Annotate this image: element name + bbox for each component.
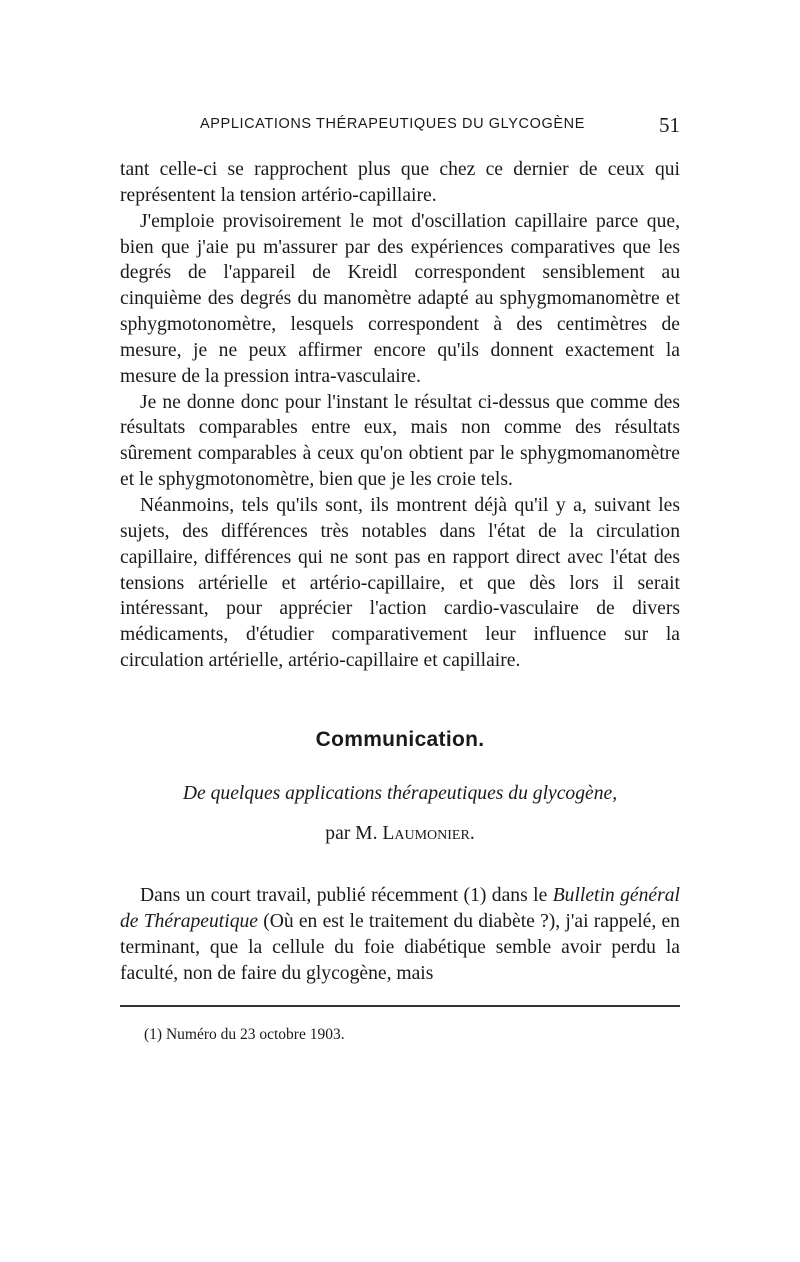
body-text-top bbox=[120, 157, 680, 674]
footnote: (1) Numéro du 23 octobre 1903. bbox=[144, 1026, 345, 1043]
footnote-rule bbox=[120, 1005, 680, 1007]
journal-title: Bulletin général de Thérapeutique bbox=[120, 885, 680, 932]
paragraph-5-part1: Dans un court travail, publié récemment (1) dans le bbox=[140, 885, 553, 906]
paragraph-5-part2: (Où en est le traitement du diabète ?), j'ai rappelé, en terminant, que la cellule du foie diabétique semble avoir perdu la faculté, non de faire du glycogène, mais bbox=[120, 910, 680, 984]
byline-prefix: par M. bbox=[325, 823, 383, 844]
author-byline bbox=[120, 823, 680, 845]
communication-subtitle: De quelques applications thérapeutiques du glycogène, bbox=[182, 783, 618, 804]
paragraph-3: Je ne donne donc pour l'instant le résultat ci-dessus que comme des résultats comparables entre eux, mais non comme des résultats sûrement comparables à ceux qu'on obtient par le sphygmomanomètre et le sphygmotonomètre, bien que je les croie tels. bbox=[120, 391, 680, 491]
body-text-bottom bbox=[120, 883, 680, 986]
paragraph-4: Néanmoins, tels qu'ils sont, ils montrent déjà qu'il y a, suivant les sujets, des différences très notables dans l'état de la circulation capillaire, différences qui ne sont pas en rapport direct avec l'état des tensions artérielle et artério-capillaire, et que dès lors il serait intéressant, pour apprécier l'action cardio-vasculaire de divers médicaments, d'étudier comparativement leur influence sur la circulation artérielle, artério-capillaire et capillaire. bbox=[120, 494, 680, 672]
running-title: APPLICATIONS THÉRAPEUTIQUES DU GLYCOGÈNE bbox=[200, 116, 585, 132]
running-head bbox=[200, 113, 680, 140]
paragraph-5 bbox=[120, 883, 680, 986]
page-number: 51 bbox=[659, 113, 680, 137]
section-heading: Communication. bbox=[315, 728, 485, 751]
author-name: Laumonier. bbox=[382, 823, 475, 844]
paragraph-1: tant celle-ci se rapprochent plus que chez ce dernier de ceux qui représentent la tension artério-capillaire. bbox=[120, 159, 680, 206]
paragraph-2: J'emploie provisoirement le mot d'oscillation capillaire parce que, bien que j'aie pu m'assurer par des expériences comparatives que les degrés de l'appareil de Kreidl correspondent sensiblement au cinquième des degrés du manomètre adapté au sphygmomanomètre et sphygmotonomètre, lesquels correspondent à des centimètres de mesure, je ne peux affirmer encore qu'ils donnent exactement la mesure de la pression intra-vasculaire. bbox=[120, 210, 680, 387]
